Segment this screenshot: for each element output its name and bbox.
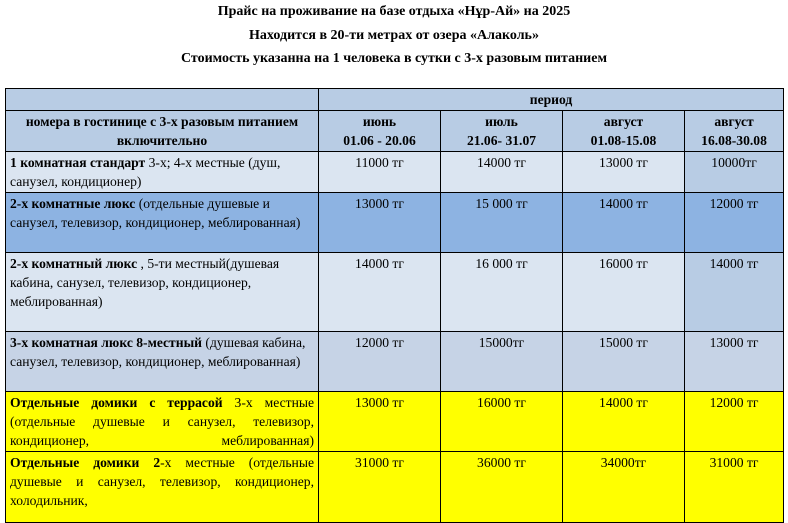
room-details: 3-х; 4-х местные (душ, санузел, кондиционер) bbox=[10, 155, 281, 189]
room-title: Отдельные домики с террасой bbox=[10, 395, 223, 410]
period-row bbox=[6, 89, 784, 111]
price-cell: 31000 тг bbox=[685, 452, 784, 523]
period-header-2 bbox=[441, 111, 563, 152]
room-description bbox=[6, 452, 319, 523]
period-dates: 21.06- 31.07 bbox=[466, 133, 537, 148]
room-title: Отдельные домики 2 bbox=[10, 455, 161, 470]
table-row bbox=[6, 253, 784, 332]
period-dates: 01.08-15.08 bbox=[590, 133, 657, 148]
period-label: период bbox=[319, 89, 784, 111]
room-description bbox=[6, 152, 319, 193]
room-title: 2-х комнатный люкс bbox=[10, 256, 138, 271]
price-cell: 31000 тг bbox=[319, 452, 441, 523]
period-header-3 bbox=[563, 111, 685, 152]
price-cell: 34000тг bbox=[563, 452, 685, 523]
price-cell: 11000 тг bbox=[319, 152, 441, 193]
price-cell: 13000 тг bbox=[319, 193, 441, 253]
price-cell: 16000 тг bbox=[441, 392, 563, 452]
rooms-header: номера в гостинице с 3-х разовым питанием включительно bbox=[6, 111, 319, 152]
price-cell: 16 000 тг bbox=[441, 253, 563, 332]
price-cell: 10000тг bbox=[685, 152, 784, 193]
room-details: (отдельные душевые и санузел, телевизор, кондиционер, меблированная) bbox=[10, 196, 301, 230]
period-month: июнь bbox=[362, 114, 397, 129]
room-description bbox=[6, 253, 319, 332]
price-cell: 13000 тг bbox=[319, 392, 441, 452]
room-description bbox=[6, 392, 319, 452]
price-cell: 14000 тг bbox=[441, 152, 563, 193]
period-month: август bbox=[603, 114, 644, 129]
room-details: 3-х местные (отдельные душевые и санузел, телевизор, кондиционер, меблированная) bbox=[10, 395, 315, 448]
room-title: 3-х комнатная люкс 8-местный bbox=[10, 335, 203, 350]
title-line-1: Прайс на проживание на базе отдыха «Нұр-Ай» на 2025 bbox=[217, 4, 571, 19]
room-details: (душевая кабина, санузел, телевизор, кондиционер, меблированная) bbox=[10, 335, 306, 369]
room-details: -х местные (отдельные душевые и санузел, телевизор, кондиционер, холодильник, bbox=[10, 455, 314, 508]
table-row bbox=[6, 452, 784, 523]
price-cell: 15 000 тг bbox=[441, 193, 563, 253]
table-row bbox=[6, 152, 784, 193]
room-description bbox=[6, 332, 319, 392]
empty-corner-cell bbox=[6, 89, 319, 111]
column-header-row bbox=[6, 111, 784, 152]
price-cell: 15000тг bbox=[441, 332, 563, 392]
room-description bbox=[6, 193, 319, 253]
period-dates: 16.08-30.08 bbox=[701, 133, 767, 148]
price-cell: 14000 тг bbox=[685, 253, 784, 332]
room-title: 1 комнатная стандарт bbox=[10, 155, 146, 170]
room-title: 2-х комнатные люкс bbox=[10, 196, 136, 211]
period-month: август bbox=[714, 114, 754, 129]
price-table bbox=[5, 88, 784, 523]
price-cell: 36000 тг bbox=[441, 452, 563, 523]
price-cell: 12000 тг bbox=[685, 193, 784, 253]
price-cell: 14000 тг bbox=[319, 253, 441, 332]
table-row bbox=[6, 193, 784, 253]
price-cell: 12000 тг bbox=[319, 332, 441, 392]
price-cell: 13000 тг bbox=[685, 332, 784, 392]
period-month: июль bbox=[485, 114, 518, 129]
table-row bbox=[6, 392, 784, 452]
price-cell: 12000 тг bbox=[685, 392, 784, 452]
table-row bbox=[6, 332, 784, 392]
period-header-4 bbox=[685, 111, 784, 152]
price-cell: 14000 тг bbox=[563, 193, 685, 253]
price-cell: 14000 тг bbox=[563, 392, 685, 452]
room-details: , 5-ти местный(душевая кабина, санузел, телевизор, кондиционер, меблированная) bbox=[10, 256, 280, 309]
price-cell: 13000 тг bbox=[563, 152, 685, 193]
period-header-1 bbox=[319, 111, 441, 152]
price-cell: 15000 тг bbox=[563, 332, 685, 392]
period-dates: 01.06 - 20.06 bbox=[343, 133, 416, 148]
title-line-2: Находится в 20-ти метрах от озера «Алаколь» bbox=[249, 28, 539, 43]
price-cell: 16000 тг bbox=[563, 253, 685, 332]
title-line-3: Стоимость указанна на 1 человека в сутки с 3-х разовым питанием bbox=[180, 51, 607, 66]
